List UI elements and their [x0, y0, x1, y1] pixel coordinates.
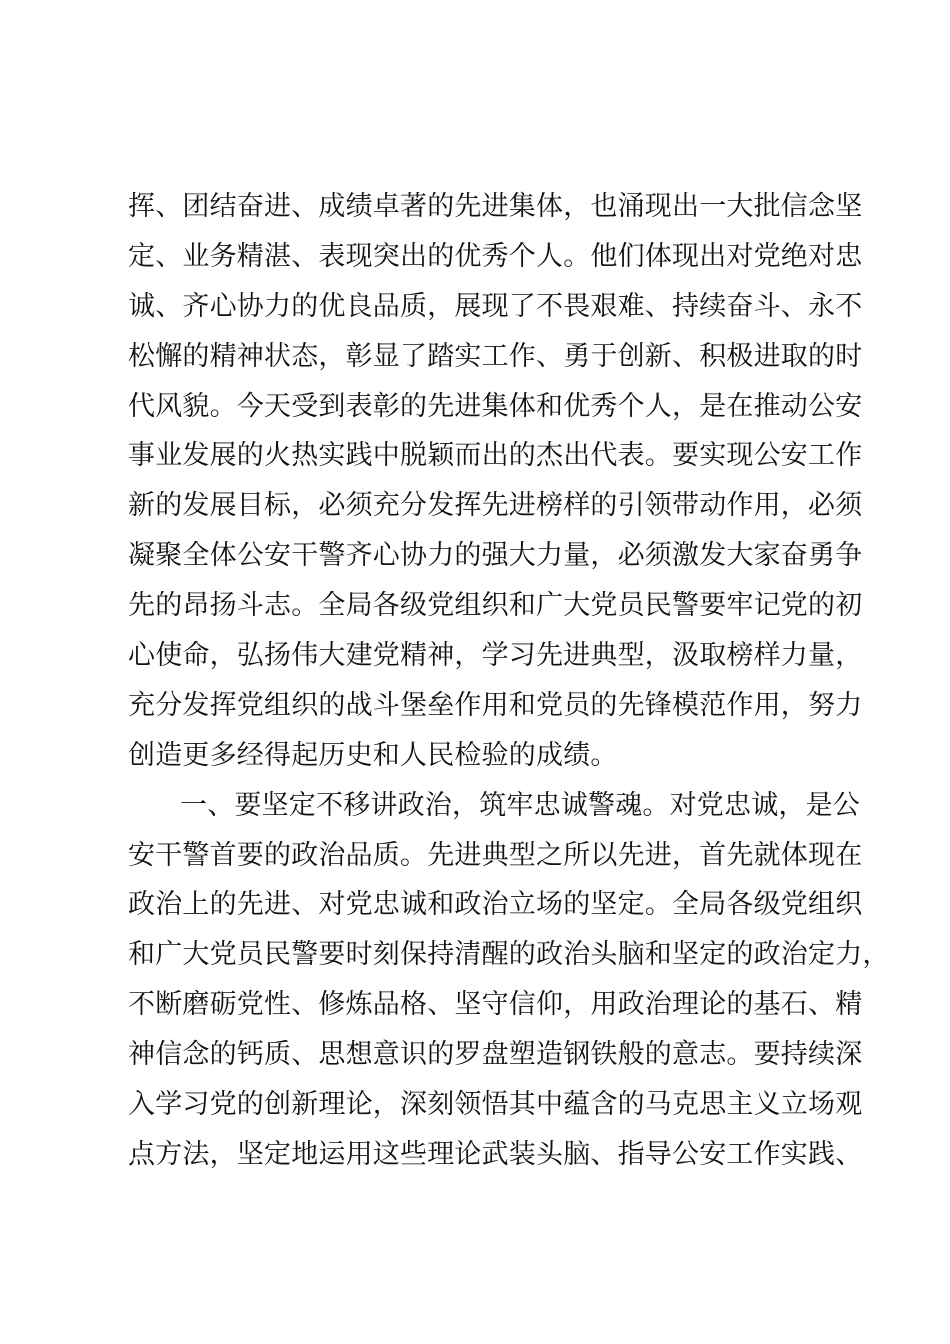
text-line: 凝聚全体公安干警齐心协力的强大力量，必须激发大家奋勇争 — [128, 540, 863, 572]
text-line: 挥、团结奋进、成绩卓著的先进集体，也涌现出一大批信念坚 — [128, 191, 863, 222]
text-line: 点方法，坚定地运用这些理论武装头脑、指导公安工作实践、 — [128, 1138, 863, 1170]
text-line: 入学习党的创新理论，深刻领悟其中蕴含的马克思主义立场观 — [128, 1089, 863, 1121]
text-line: 先的昂扬斗志。全局各级党组织和广大党员民警要牢记党的初 — [128, 590, 863, 622]
text-line: 创造更多经得起历史和人民检验的成绩。 — [128, 739, 618, 771]
text-line: 安干警首要的政治品质。先进典型之所以先进，首先就体现在 — [128, 839, 863, 871]
text-line: 松懈的精神状态，彰显了踏实工作、勇于创新、积极进取的时 — [128, 340, 863, 372]
text-line: 诚、齐心协力的优良品质，展现了不畏艰难、持续奋斗、永不 — [128, 290, 863, 322]
body-text — [128, 182, 890, 1180]
text-line: 和广大党员民警要时刻保持清醒的政治头脑和坚定的政治定力， — [128, 939, 890, 971]
text-line: 定、业务精湛、表现突出的优秀个人。他们体现出对党绝对忠 — [128, 240, 863, 272]
text-line: 事业发展的火热实践中脱颖而出的杰出代表。要实现公安工作 — [128, 440, 863, 472]
text-line: 心使命，弘扬伟大建党精神，学习先进典型，汲取榜样力量， — [128, 640, 863, 672]
text-line: 神信念的钙质、思想意识的罗盘塑造钢铁般的意志。要持续深 — [128, 1039, 863, 1071]
text-line: 政治上的先进、对党忠诚和政治立场的坚定。全局各级党组织 — [128, 889, 863, 921]
text-line: 新的发展目标，必须充分发挥先进榜样的引领带动作用，必须 — [128, 490, 863, 522]
text-line: 不断磨砺党性、修炼品格、坚守信仰，用政治理论的基石、精 — [128, 989, 863, 1021]
section-heading-line: 一、要坚定不移讲政治，筑牢忠诚警魂。对党忠诚，是公 — [180, 789, 860, 821]
text-line: 充分发挥党组织的战斗堡垒作用和党员的先锋模范作用，努力 — [128, 689, 863, 721]
text-line: 代风貌。今天受到表彰的先进集体和优秀个人，是在推动公安 — [128, 390, 863, 422]
